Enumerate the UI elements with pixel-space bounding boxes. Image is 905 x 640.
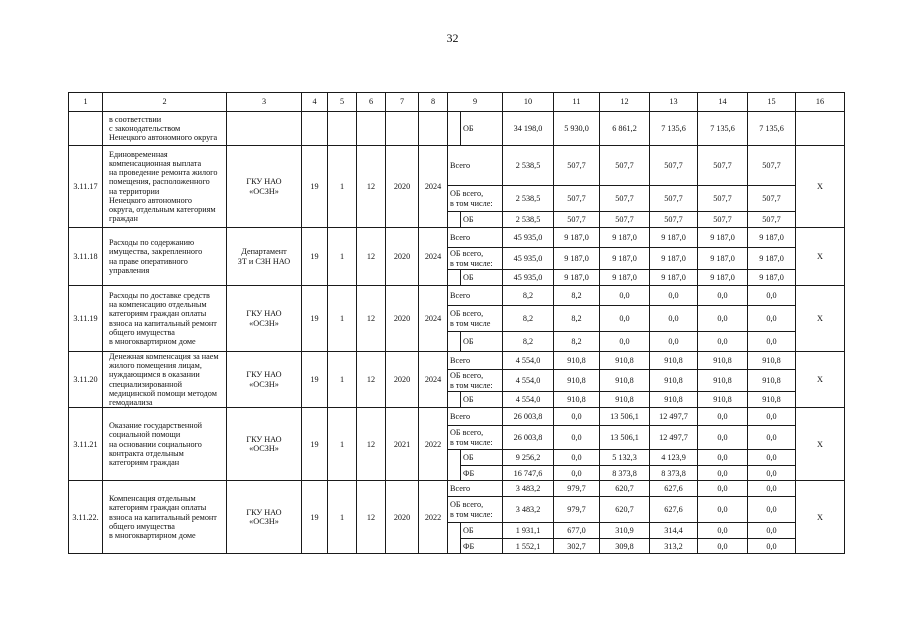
- value-cell: 0,0: [698, 539, 748, 554]
- code-c4: 19: [302, 228, 328, 286]
- value-cell: 507,7: [600, 212, 650, 228]
- funding-source-label: ОБ всего, в том числе:: [448, 370, 503, 392]
- value-cell: 627,6: [650, 497, 698, 523]
- value-cell: 0,0: [748, 306, 796, 332]
- value-cell: 0,0: [748, 523, 796, 539]
- code-end: 2024: [419, 352, 448, 408]
- funding-source-label: ОБ: [461, 270, 503, 286]
- value-cell: 507,7: [698, 212, 748, 228]
- value-cell: 302,7: [554, 539, 600, 554]
- value-cell: 309,8: [600, 539, 650, 554]
- value-cell: 9 187,0: [554, 248, 600, 270]
- value-cell: 0,0: [698, 481, 748, 497]
- value-cell: 0,0: [748, 497, 796, 523]
- empty-cell: [357, 112, 386, 146]
- source-spacer: [448, 332, 461, 352]
- source-spacer: [448, 112, 461, 146]
- value-cell: 9 187,0: [554, 228, 600, 248]
- value-cell: 45 935,0: [503, 248, 554, 270]
- value-cell: 45 935,0: [503, 270, 554, 286]
- value-cell: 910,8: [600, 370, 650, 392]
- value-cell: 9 187,0: [650, 248, 698, 270]
- value-cell: 507,7: [748, 212, 796, 228]
- item-number: 3.11.19: [69, 286, 103, 352]
- code-c5: 1: [328, 146, 357, 228]
- value-cell: 9 187,0: [698, 228, 748, 248]
- code-c5: 1: [328, 286, 357, 352]
- value-cell: 910,8: [600, 392, 650, 408]
- value-cell: 310,9: [600, 523, 650, 539]
- value-cell: 0,0: [748, 426, 796, 450]
- value-cell: 26 003,8: [503, 408, 554, 426]
- value-cell: 979,7: [554, 497, 600, 523]
- code-end: 2024: [419, 146, 448, 228]
- header-cell-8: 8: [419, 93, 448, 112]
- value-cell: 6 861,2: [600, 112, 650, 146]
- code-c6: 12: [357, 286, 386, 352]
- value-cell: 12 497,7: [650, 408, 698, 426]
- funding-source-label: Всего: [448, 286, 503, 306]
- funding-source-label: ФБ: [461, 539, 503, 554]
- header-cell-16: 16: [796, 93, 845, 112]
- code-c5: 1: [328, 352, 357, 408]
- executor: ГКУ НАО «ОСЗН»: [227, 352, 302, 408]
- value-cell: 5 930,0: [554, 112, 600, 146]
- value-cell: 910,8: [748, 352, 796, 370]
- value-cell: 0,0: [600, 306, 650, 332]
- value-cell: 0,0: [748, 539, 796, 554]
- item-number: 3.11.20: [69, 352, 103, 408]
- code-end: 2024: [419, 286, 448, 352]
- value-cell: 910,8: [600, 352, 650, 370]
- executor: ГКУ НАО «ОСЗН»: [227, 481, 302, 554]
- table-row: [69, 481, 845, 497]
- table-row: [69, 352, 845, 370]
- value-cell: 0,0: [600, 286, 650, 306]
- code-end: 2022: [419, 408, 448, 481]
- value-cell: 0,0: [698, 306, 748, 332]
- header-cell-9: 9: [448, 93, 503, 112]
- header-cell-2: 2: [103, 93, 227, 112]
- value-cell: 0,0: [600, 332, 650, 352]
- header-cell-1: 1: [69, 93, 103, 112]
- value-cell: 1 552,1: [503, 539, 554, 554]
- value-cell: 910,8: [554, 352, 600, 370]
- value-cell: 507,7: [748, 146, 796, 186]
- value-cell: 3 483,2: [503, 481, 554, 497]
- value-cell: 0,0: [698, 497, 748, 523]
- empty-cell: [302, 112, 328, 146]
- value-cell: 8,2: [503, 286, 554, 306]
- value-cell: 0,0: [698, 450, 748, 466]
- value-cell: 507,7: [554, 146, 600, 186]
- notes-cell: Х: [796, 286, 845, 352]
- value-cell: 9 187,0: [650, 228, 698, 248]
- value-cell: 4 554,0: [503, 352, 554, 370]
- continuation-row: [69, 112, 845, 146]
- value-cell: 0,0: [650, 286, 698, 306]
- value-cell: 7 135,6: [748, 112, 796, 146]
- notes-cell: Х: [796, 408, 845, 481]
- value-cell: 0,0: [748, 450, 796, 466]
- item-number: 3.11.17: [69, 146, 103, 228]
- value-cell: 620,7: [600, 481, 650, 497]
- value-cell: 8,2: [554, 332, 600, 352]
- program-activities-table: [68, 92, 845, 554]
- value-cell: 8 373,8: [600, 466, 650, 481]
- funding-source-label: ФБ: [461, 466, 503, 481]
- empty-cell: [227, 112, 302, 146]
- value-cell: 16 747,6: [503, 466, 554, 481]
- value-cell: 0,0: [748, 481, 796, 497]
- value-cell: 0,0: [554, 466, 600, 481]
- header-cell-5: 5: [328, 93, 357, 112]
- page-number: 32: [446, 31, 459, 45]
- item-description: в соответствии с законодательством Ненецкого автономного округа: [103, 112, 227, 146]
- code-c6: 12: [357, 228, 386, 286]
- funding-source-label: ОБ: [461, 332, 503, 352]
- value-cell: 507,7: [600, 146, 650, 186]
- notes-cell: Х: [796, 481, 845, 554]
- funding-source-label: ОБ всего, в том числе:: [448, 248, 503, 270]
- source-spacer: [448, 270, 461, 286]
- funding-source-label: ОБ всего, в том числе:: [448, 426, 503, 450]
- value-cell: 910,8: [554, 392, 600, 408]
- value-cell: 8,2: [554, 306, 600, 332]
- item-number-cell: [69, 112, 103, 146]
- value-cell: 910,8: [554, 370, 600, 392]
- funding-source-label: ОБ: [461, 523, 503, 539]
- value-cell: 507,7: [650, 146, 698, 186]
- funding-source-label: ОБ: [461, 212, 503, 228]
- value-cell: 910,8: [650, 370, 698, 392]
- table-row: [69, 408, 845, 426]
- funding-source-label: ОБ: [461, 112, 503, 146]
- value-cell: 3 483,2: [503, 497, 554, 523]
- header-cell-7: 7: [386, 93, 419, 112]
- value-cell: 12 497,7: [650, 426, 698, 450]
- value-cell: 979,7: [554, 481, 600, 497]
- funding-source-label: ОБ: [461, 392, 503, 408]
- value-cell: 34 198,0: [503, 112, 554, 146]
- funding-source-label: ОБ всего, в том числе:: [448, 497, 503, 523]
- value-cell: 1 931,1: [503, 523, 554, 539]
- value-cell: 627,6: [650, 481, 698, 497]
- value-cell: 2 538,5: [503, 186, 554, 212]
- code-end: 2024: [419, 228, 448, 286]
- value-cell: 507,7: [650, 186, 698, 212]
- value-cell: 0,0: [698, 523, 748, 539]
- value-cell: 0,0: [650, 306, 698, 332]
- funding-source-label: ОБ всего, в том числе: [448, 306, 503, 332]
- header-cell-15: 15: [748, 93, 796, 112]
- value-cell: 9 187,0: [554, 270, 600, 286]
- value-cell: 507,7: [600, 186, 650, 212]
- value-cell: 620,7: [600, 497, 650, 523]
- value-cell: 507,7: [698, 186, 748, 212]
- value-cell: 0,0: [748, 286, 796, 306]
- value-cell: 910,8: [748, 370, 796, 392]
- code-c4: 19: [302, 481, 328, 554]
- value-cell: 45 935,0: [503, 228, 554, 248]
- funding-source-label: ОБ: [461, 450, 503, 466]
- code-c6: 12: [357, 408, 386, 481]
- value-cell: 0,0: [698, 286, 748, 306]
- notes-cell: Х: [796, 228, 845, 286]
- notes-cell: [796, 112, 845, 146]
- notes-cell: Х: [796, 146, 845, 228]
- code-c4: 19: [302, 146, 328, 228]
- code-c6: 12: [357, 352, 386, 408]
- value-cell: 9 187,0: [748, 228, 796, 248]
- value-cell: 0,0: [748, 408, 796, 426]
- value-cell: 9 187,0: [600, 228, 650, 248]
- funding-source-label: Всего: [448, 408, 503, 426]
- item-description: Расходы по доставке средств на компенсацию отдельным категориям граждан оплаты взноса на капитальный ремонт общего имущества в многоквартирном доме: [103, 286, 227, 352]
- header-cell-14: 14: [698, 93, 748, 112]
- value-cell: 0,0: [554, 450, 600, 466]
- value-cell: 9 187,0: [600, 270, 650, 286]
- header-cell-13: 13: [650, 93, 698, 112]
- value-cell: 9 187,0: [698, 248, 748, 270]
- value-cell: 9 187,0: [748, 270, 796, 286]
- code-start: 2020: [386, 228, 419, 286]
- value-cell: 9 187,0: [698, 270, 748, 286]
- code-start: 2020: [386, 286, 419, 352]
- code-c6: 12: [357, 481, 386, 554]
- value-cell: 507,7: [554, 212, 600, 228]
- value-cell: 507,7: [650, 212, 698, 228]
- code-end: 2022: [419, 481, 448, 554]
- item-description: Денежная компенсация за наем жилого помещения лицам, нуждающимся в оказании специализированной медицинской помощи методом гемодиализа: [103, 352, 227, 408]
- header-cell-3: 3: [227, 93, 302, 112]
- item-description: Компенсация отдельным категориям граждан оплаты взноса на капитальный ремонт общего имущества в многоквартирном доме: [103, 481, 227, 554]
- code-c5: 1: [328, 228, 357, 286]
- code-c5: 1: [328, 481, 357, 554]
- header-cell-6: 6: [357, 93, 386, 112]
- notes-cell: Х: [796, 352, 845, 408]
- header-cell-12: 12: [600, 93, 650, 112]
- value-cell: 910,8: [650, 392, 698, 408]
- header-row: [69, 93, 845, 112]
- value-cell: 910,8: [698, 352, 748, 370]
- value-cell: 4 554,0: [503, 392, 554, 408]
- code-c4: 19: [302, 408, 328, 481]
- header-cell-10: 10: [503, 93, 554, 112]
- value-cell: 9 187,0: [600, 248, 650, 270]
- item-number: 3.11.18: [69, 228, 103, 286]
- code-start: 2020: [386, 146, 419, 228]
- value-cell: 507,7: [748, 186, 796, 212]
- value-cell: 26 003,8: [503, 426, 554, 450]
- value-cell: 2 538,5: [503, 146, 554, 186]
- value-cell: 0,0: [748, 466, 796, 481]
- code-start: 2020: [386, 481, 419, 554]
- value-cell: 9 187,0: [748, 248, 796, 270]
- executor: ГКУ НАО «ОСЗН»: [227, 286, 302, 352]
- header-cell-4: 4: [302, 93, 328, 112]
- item-number: 3.11.22.: [69, 481, 103, 554]
- code-c6: 12: [357, 146, 386, 228]
- value-cell: 507,7: [698, 146, 748, 186]
- empty-cell: [419, 112, 448, 146]
- value-cell: 313,2: [650, 539, 698, 554]
- value-cell: 7 135,6: [650, 112, 698, 146]
- value-cell: 507,7: [554, 186, 600, 212]
- value-cell: 2 538,5: [503, 212, 554, 228]
- funding-source-label: Всего: [448, 228, 503, 248]
- executor: ГКУ НАО «ОСЗН»: [227, 408, 302, 481]
- value-cell: 314,4: [650, 523, 698, 539]
- value-cell: 8,2: [503, 306, 554, 332]
- item-description: Единовременная компенсационная выплата на проведение ремонта жилого помещения, расположенного на территории Ненецкого автономного округа, отдельным категориям граждан: [103, 146, 227, 228]
- code-c5: 1: [328, 408, 357, 481]
- source-spacer: [448, 450, 461, 481]
- value-cell: 910,8: [698, 370, 748, 392]
- value-cell: 0,0: [554, 408, 600, 426]
- value-cell: 0,0: [748, 332, 796, 352]
- funding-source-label: Всего: [448, 481, 503, 497]
- item-description: Оказание государственной социальной помощи на основании социального контракта отдельным категориям граждан: [103, 408, 227, 481]
- item-description: Расходы по содержанию имущества, закрепленного на праве оперативного управления: [103, 228, 227, 286]
- value-cell: 910,8: [748, 392, 796, 408]
- value-cell: 910,8: [650, 352, 698, 370]
- value-cell: 13 506,1: [600, 426, 650, 450]
- source-spacer: [448, 392, 461, 408]
- executor: Департамент ЗТ и СЗН НАО: [227, 228, 302, 286]
- table-row: [69, 146, 845, 186]
- value-cell: 0,0: [650, 332, 698, 352]
- value-cell: 8,2: [554, 286, 600, 306]
- value-cell: 0,0: [698, 332, 748, 352]
- value-cell: 8 373,8: [650, 466, 698, 481]
- funding-source-label: Всего: [448, 146, 503, 186]
- code-start: 2021: [386, 408, 419, 481]
- empty-cell: [386, 112, 419, 146]
- code-c4: 19: [302, 286, 328, 352]
- value-cell: 9 256,2: [503, 450, 554, 466]
- value-cell: 0,0: [698, 466, 748, 481]
- value-cell: 910,8: [698, 392, 748, 408]
- value-cell: 0,0: [698, 408, 748, 426]
- executor: ГКУ НАО «ОСЗН»: [227, 146, 302, 228]
- funding-source-label: ОБ всего, в том числе:: [448, 186, 503, 212]
- empty-cell: [328, 112, 357, 146]
- value-cell: 9 187,0: [650, 270, 698, 286]
- table-row: [69, 228, 845, 248]
- value-cell: 0,0: [554, 426, 600, 450]
- value-cell: 7 135,6: [698, 112, 748, 146]
- source-spacer: [448, 212, 461, 228]
- code-c4: 19: [302, 352, 328, 408]
- table-row: [69, 286, 845, 306]
- code-start: 2020: [386, 352, 419, 408]
- funding-source-label: Всего: [448, 352, 503, 370]
- value-cell: 4 123,9: [650, 450, 698, 466]
- value-cell: 5 132,3: [600, 450, 650, 466]
- item-number: 3.11.21: [69, 408, 103, 481]
- value-cell: 4 554,0: [503, 370, 554, 392]
- value-cell: 8,2: [503, 332, 554, 352]
- value-cell: 13 506,1: [600, 408, 650, 426]
- source-spacer: [448, 523, 461, 554]
- value-cell: 677,0: [554, 523, 600, 539]
- header-cell-11: 11: [554, 93, 600, 112]
- value-cell: 0,0: [698, 426, 748, 450]
